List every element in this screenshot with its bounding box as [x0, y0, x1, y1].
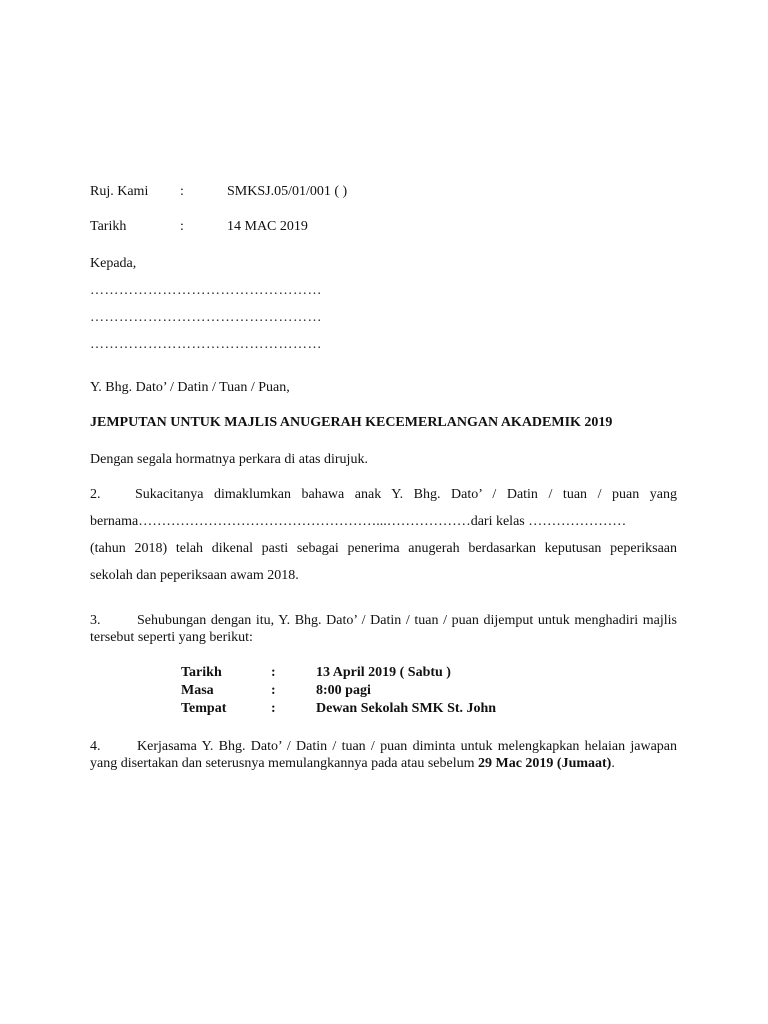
para4-number: 4. — [90, 739, 101, 754]
date-colon: : — [180, 219, 184, 234]
event-time-value: 8:00 pagi — [316, 683, 371, 698]
para4-end: . — [611, 756, 615, 771]
para4-deadline: 29 Mac 2019 (Jumaat) — [477, 756, 612, 771]
para4 — [90, 738, 677, 772]
subject-heading: JEMPUTAN UNTUK MAJLIS ANUGERAH KECEMERLANGAN AKADEMIK 2019 — [90, 415, 613, 430]
recipient-heading: Kepada, — [90, 256, 137, 271]
event-time-label: Masa — [181, 683, 214, 698]
salutation: Y. Bhg. Dato’ / Datin / Tuan / Puan, — [90, 380, 290, 395]
intro-paragraph: Dengan segala hormatnya perkara di atas dirujuk. — [90, 452, 368, 467]
recipient-line-2: ………………………………………… — [90, 310, 322, 325]
event-venue-value: Dewan Sekolah SMK St. John — [316, 701, 497, 716]
ref-colon: : — [180, 184, 184, 199]
para2-line-1: Sukacitanya dimaklumkan bahawa anak Y. Bhg. Dato’ / Datin / tuan / puan yang — [135, 487, 677, 502]
recipient-line-3: ………………………………………… — [90, 337, 322, 352]
para4-text: Kerjasama Y. Bhg. Dato’ / Datin / tuan / puan diminta untuk melengkapkan helaian jawapan yang disertakan dan seterusnya memulangkannya pada atau sebelum — [90, 739, 677, 771]
date-label: Tarikh — [90, 219, 127, 234]
recipient-line-1: ………………………………………… — [90, 283, 322, 298]
event-date-label: Tarikh — [181, 665, 222, 680]
ref-label: Ruj. Kami — [90, 184, 149, 199]
para2-number: 2. — [90, 487, 101, 502]
event-date-value: 13 April 2019 ( Sabtu ) — [316, 665, 451, 680]
para2-line-3: (tahun 2018) telah dikenal pasti sebagai penerima anugerah berdasarkan keputusan peperiksaan — [90, 541, 677, 556]
para3 — [90, 612, 677, 646]
para2-line-4: sekolah dan peperiksaan awam 2018. — [90, 568, 299, 583]
para2-line-2: bernama……………………………………………...………………dari kelas ………………… — [90, 514, 627, 529]
para3-text: Sehubungan dengan itu, Y. Bhg. Dato’ / Datin / tuan / puan dijemput untuk menghadiri majlis tersebut seperti yang berikut: — [90, 613, 677, 645]
event-venue-colon: : — [271, 701, 276, 716]
date-value: 14 MAC 2019 — [227, 219, 308, 234]
event-date-colon: : — [271, 665, 276, 680]
para3-number: 3. — [90, 613, 101, 628]
ref-value: SMKSJ.05/01/001 ( ) — [227, 184, 348, 199]
event-venue-label: Tempat — [181, 701, 227, 716]
event-time-colon: : — [271, 683, 276, 698]
